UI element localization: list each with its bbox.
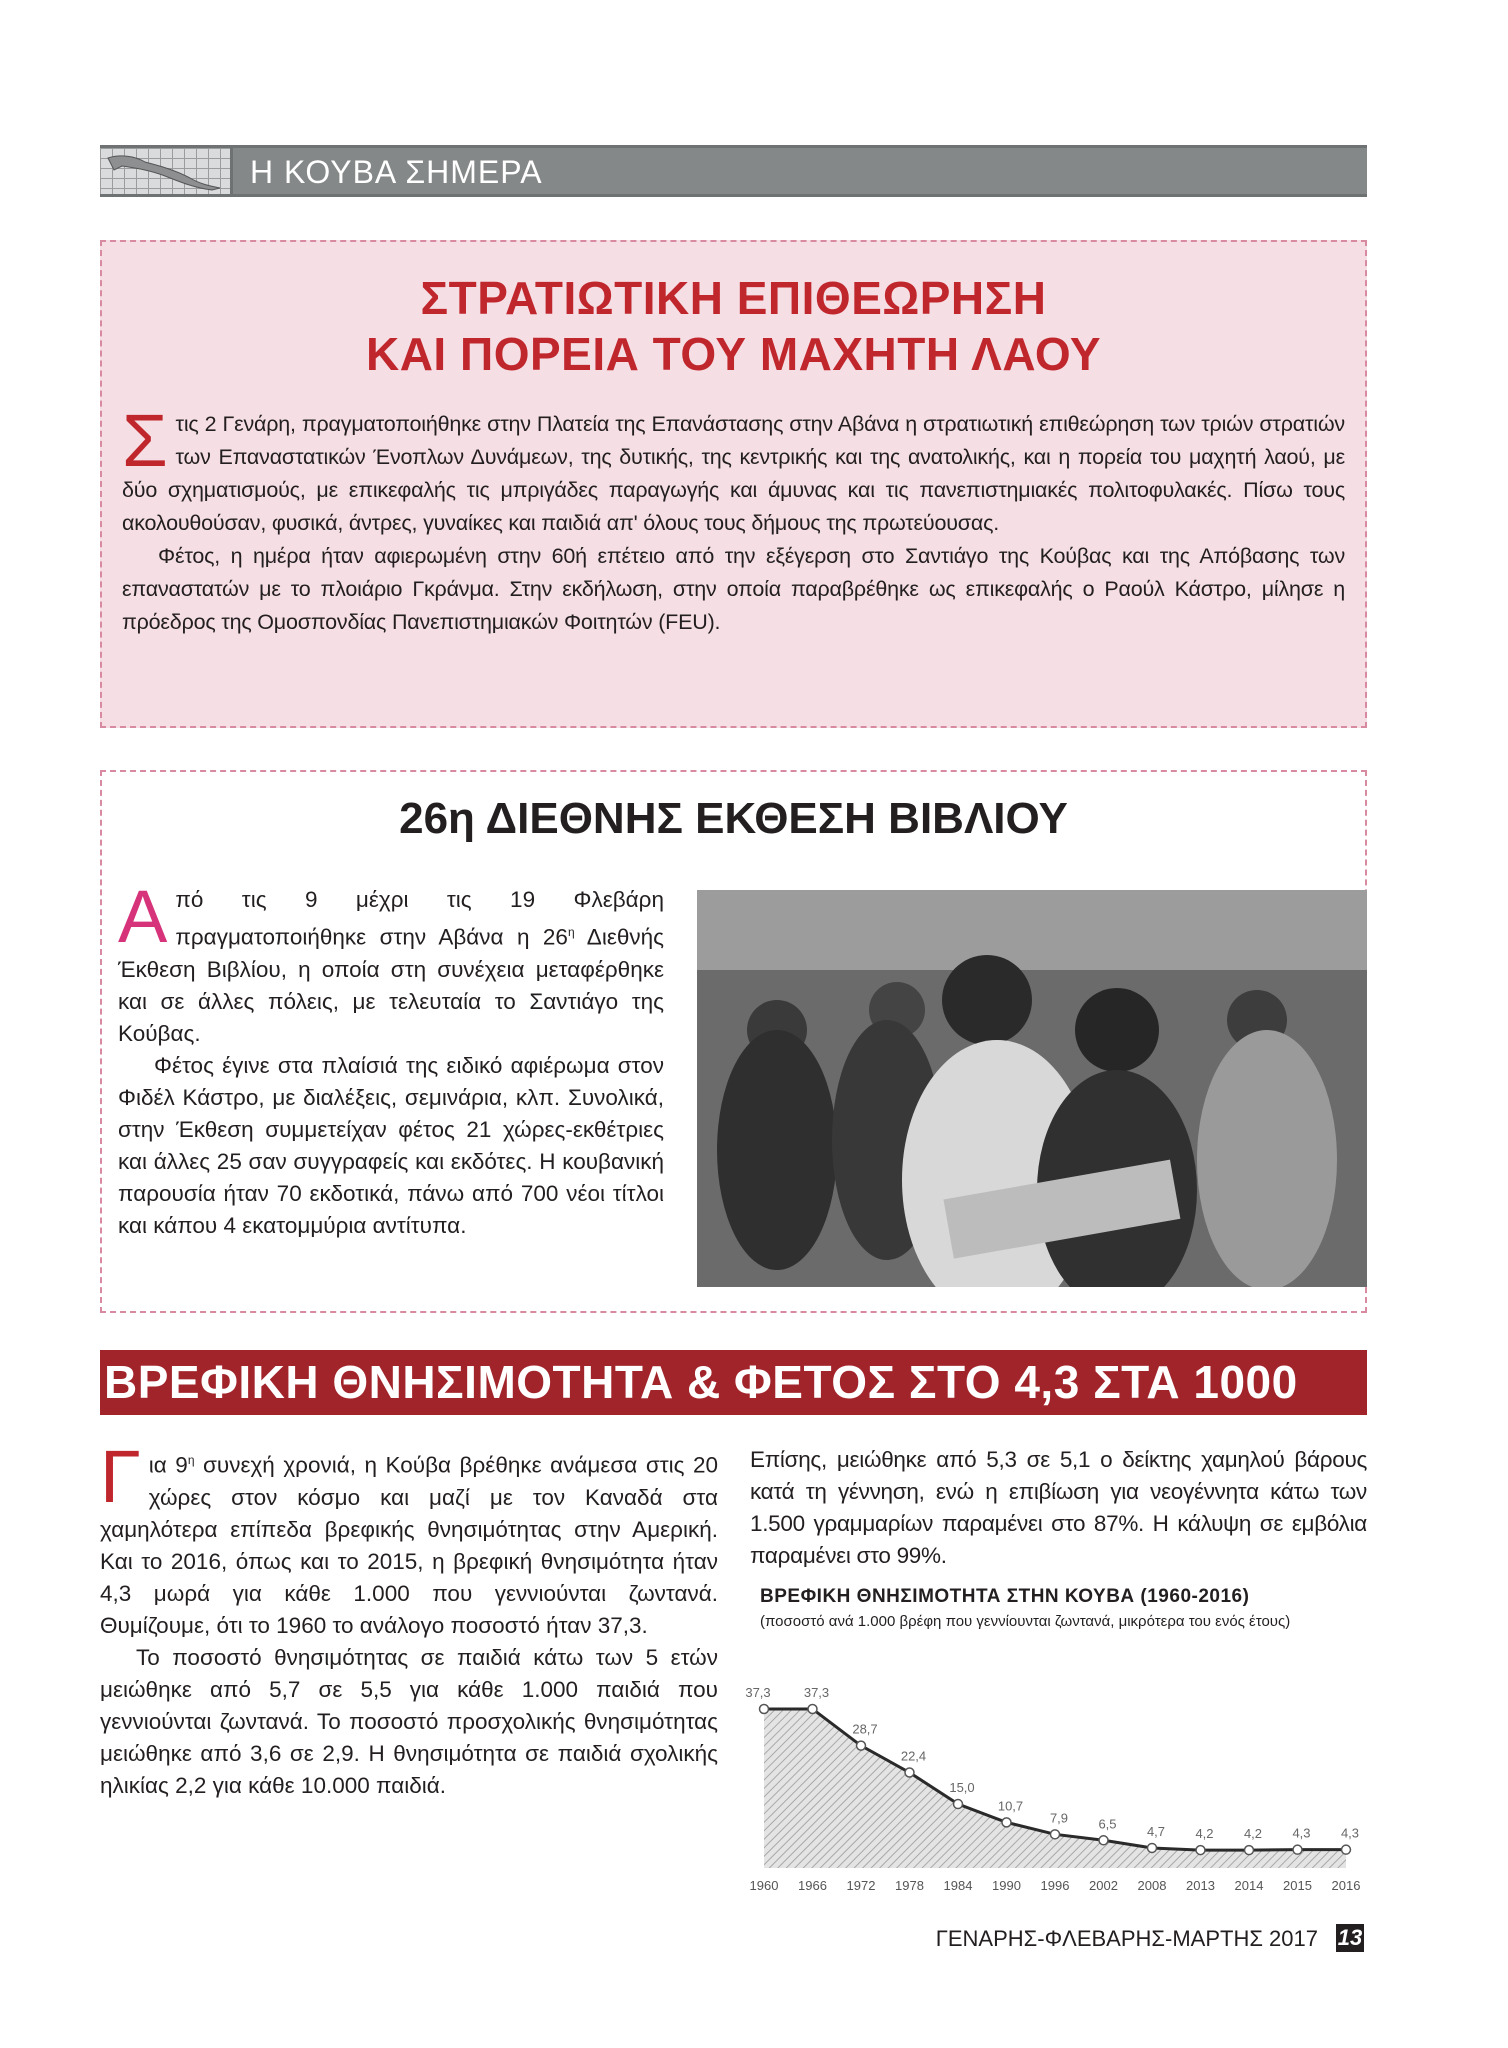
x-tick-label: 1966 [798,1878,827,1893]
data-label: 4,2 [1195,1826,1214,1842]
data-label: 37,3 [803,1684,830,1700]
data-label: 7,9 [1049,1810,1069,1826]
data-label: 4,3 [1292,1825,1311,1841]
data-label: 6,5 [1098,1816,1117,1832]
x-tick-label: 1978 [895,1878,924,1893]
article-paragraph: Φέτος έγινε στα πλαίσιά της ειδικό αφιέρωμα στον Φιδέλ Κάστρο, με διαλέξεις, σεμινάρια, κλπ. Συνολικά, στην Έκθεση συμμετείχαν φέτος 21 χώρες-εκθέτριες και άλλες 25 σαν συγγραφείς και εκδότες. Η κουβανική παρουσία ήταν 70 εκδοτικά, πάνω από 700 νέοι τίτλοι και κάπου 4 εκατομμύρια αντίτυπα. [118,1052,664,1238]
data-point [1245,1846,1254,1855]
article-paragraph: Φέτος, η ημέρα ήταν αφιερωμένη στην 60ή επέτειο από την εξέγερση στο Σαντιάγο της Κούβας και της Απόβασης των επαναστατών με το πλοιάριο Γκράνμα. Στην εκδήλωση, στην οποία παραβρέθηκε ως επικεφαλής ο Ραούλ Κάστρο, μίλησε η πρόεδρος της Ομοσπονδίας Πανεπιστημιακών Φοιτητών (FEU). [122,544,1345,634]
drop-cap: Γ [100,1435,141,1518]
x-tick-label: 2013 [1186,1878,1215,1893]
data-point [1099,1836,1108,1845]
data-point [1051,1830,1060,1839]
x-tick-label: 1960 [749,1878,779,1893]
paragraph-text: ια 9 [148,1452,188,1478]
data-label: 4,7 [1146,1823,1166,1839]
section-header-bar [100,145,1367,197]
data-label: 28,7 [852,1721,878,1737]
drop-cap: Α [118,875,168,958]
data-point [1196,1846,1205,1855]
article-paragraph [122,399,1345,540]
article-paragraph: Το ποσοστό θνησιμότητας σε παιδιά κάτω των 5 ετών μειώθηκε από 5,7 σε 5,5 για κάθε 1.000 παιδιά που γεννιούνται ζωντανά. Το ποσοστό προσχολικής θνησιμότητας μειώθηκε από 3,6 σε 2,9. Η θνησιμότητα σε παιδιά σχολικής ηλικίας 2,2 για κάθε 10.000 παιδιά. [100,1644,718,1798]
x-tick-label: 2008 [1137,1878,1167,1893]
data-label: 22,4 [900,1748,927,1764]
page-number: 13 [1337,1925,1363,1950]
x-tick-label: 2016 [1331,1878,1361,1893]
paragraph-text: Διεθνής Έκθεση Βιβλίου, η οποία στη συνέχεια μεταφέρθηκε και σε άλλες πόλεις, με τελευταία το Σαντιάγο της Κούβας. [118,924,664,1046]
data-point [808,1704,817,1713]
x-tick-label: 2002 [1089,1878,1118,1893]
article-paragraph: Επίσης, μειώθηκε από 5,3 σε 5,1 ο δείκτης χαμηλού βάρους κατά τη γέννηση, ενώ η επιβίωση για νεογέννητα κάτω των 1.500 γραμμαρίων παραμένει στο 87%. Η κάλυψη σε εμβόλια παραμένει στο 99%. [750,1447,1367,1568]
article-title: 26η ΔΙΕΘΝΗΣ ΕΚΘΕΣΗ ΒΙΒΛΙΟΥ [399,794,1068,843]
data-point [1002,1818,1011,1827]
data-point [954,1800,963,1809]
x-tick-label: 1972 [846,1878,876,1893]
paragraph-text: συνεχή χρονιά, η Κούβα βρέθηκε ανάμεσα στις 20 χώρες στον κόσμο και μαζί με τον Καναδά στα χαμηλότερα επίπεδα βρεφικής θνησιμότητας στην Αμερική. Και το 2016, όπως και το 2015, η βρεφική θνησιμότητα ήταν 4,3 μωρά για κάθε 1.000 που γεννιούνται ζωντανά. Θυμίζουμε, ότι το 1960 το ανάλογο ποσοστό ήταν 37,3. [100,1452,718,1638]
paragraph-text: πό τις 9 μέχρι τις 19 Φλεβάρη πραγματοποιήθηκε στην Αβάνα η 26 [175,887,664,950]
book-fair-photo [697,890,1367,1287]
data-label: 4,2 [1243,1826,1263,1842]
data-label: 15,0 [949,1780,975,1796]
data-point [760,1704,769,1713]
data-point [905,1768,914,1777]
article-title-line1: ΣΤΡΑΤΙΩΤΙΚΗ ΕΠΙΘΕΩΡΗΣΗ [420,272,1047,324]
chart-area [764,1709,1346,1868]
article-infant-mortality-col2 [750,1444,1367,1572]
article-infant-mortality-col1 [100,1435,718,1802]
chart-title: ΒΡΕΦΙΚΗ ΘΝΗΣΙΜΟΤΗΤΑ ΣΤΗΝ ΚΟΥΒΑ (1960-2016) [760,1586,1250,1607]
article-banner-title: ΒΡΕΦΙΚΗ ΘΝΗΣΙΜΟΤΗΤΑ & ΦΕΤΟΣ ΣΤΟ 4,3 ΣΤΑ 1000 [100,1350,1367,1415]
superscript: η [187,1453,195,1467]
article-paragraph [118,875,664,1050]
x-tick-label: 2014 [1234,1878,1264,1893]
chart-subtitle: (ποσοστό ανά 1.000 βρέφη που γεννίουνται ζωντανά, μικρότερα του ενός έτους) [760,1613,1291,1630]
data-point [1148,1843,1157,1852]
data-label: 10,7 [997,1798,1024,1814]
data-point [1293,1845,1302,1854]
article-military-parade [100,240,1367,728]
article-title-line2: ΚΑΙ ΠΟΡΕΙΑ ΤΟΥ ΜΑΧΗΤΗ ΛΑΟΥ [365,328,1102,380]
x-tick-label: 1996 [1040,1878,1070,1893]
superscript: η [567,925,575,939]
x-tick-label: 1984 [943,1878,973,1893]
article-paragraph [100,1435,718,1642]
x-tick-label: 1990 [992,1878,1021,1893]
infant-mortality-chart [740,1676,1370,1906]
data-point [857,1741,866,1750]
paragraph-text: τις 2 Γενάρη, πραγματοποιήθηκε στην Πλατεία της Επανάστασης στην Αβάνα η στρατιωτική επιθεώρηση των τριών στρατιών των Επαναστατικών Ένοπλων Δυνάμεων, της δυτικής, της κεντρικής και της ανατολικής, και η πορεία του μαχητή λαού, με δύο σχηματισμούς, με επικεφαλής τις μπριγάδες παραγωγής και άμυνας και τις πανεπιστημιακές πολιτοφυλακές. Πίσω τους ακολουθούσαν, φυσικά, άντρες, γυναίκες και παιδιά απ' όλους τους δήμους της πρωτεύουσας. [122,412,1345,535]
section-title: Η ΚΟΥΒΑ ΣΗΜΕΡΑ [250,154,543,190]
issue-date: ΓΕΝΑΡΗΣ-ΦΛΕΒΑΡΗΣ-ΜΑΡΤΗΣ 2017 [935,1926,1318,1951]
drop-cap: Σ [122,399,168,482]
data-label: 4,3 [1340,1825,1360,1841]
x-tick-label: 2015 [1283,1878,1312,1893]
data-label: 37,3 [745,1684,771,1700]
data-point [1342,1845,1351,1854]
cuba-map-icon [100,148,233,194]
